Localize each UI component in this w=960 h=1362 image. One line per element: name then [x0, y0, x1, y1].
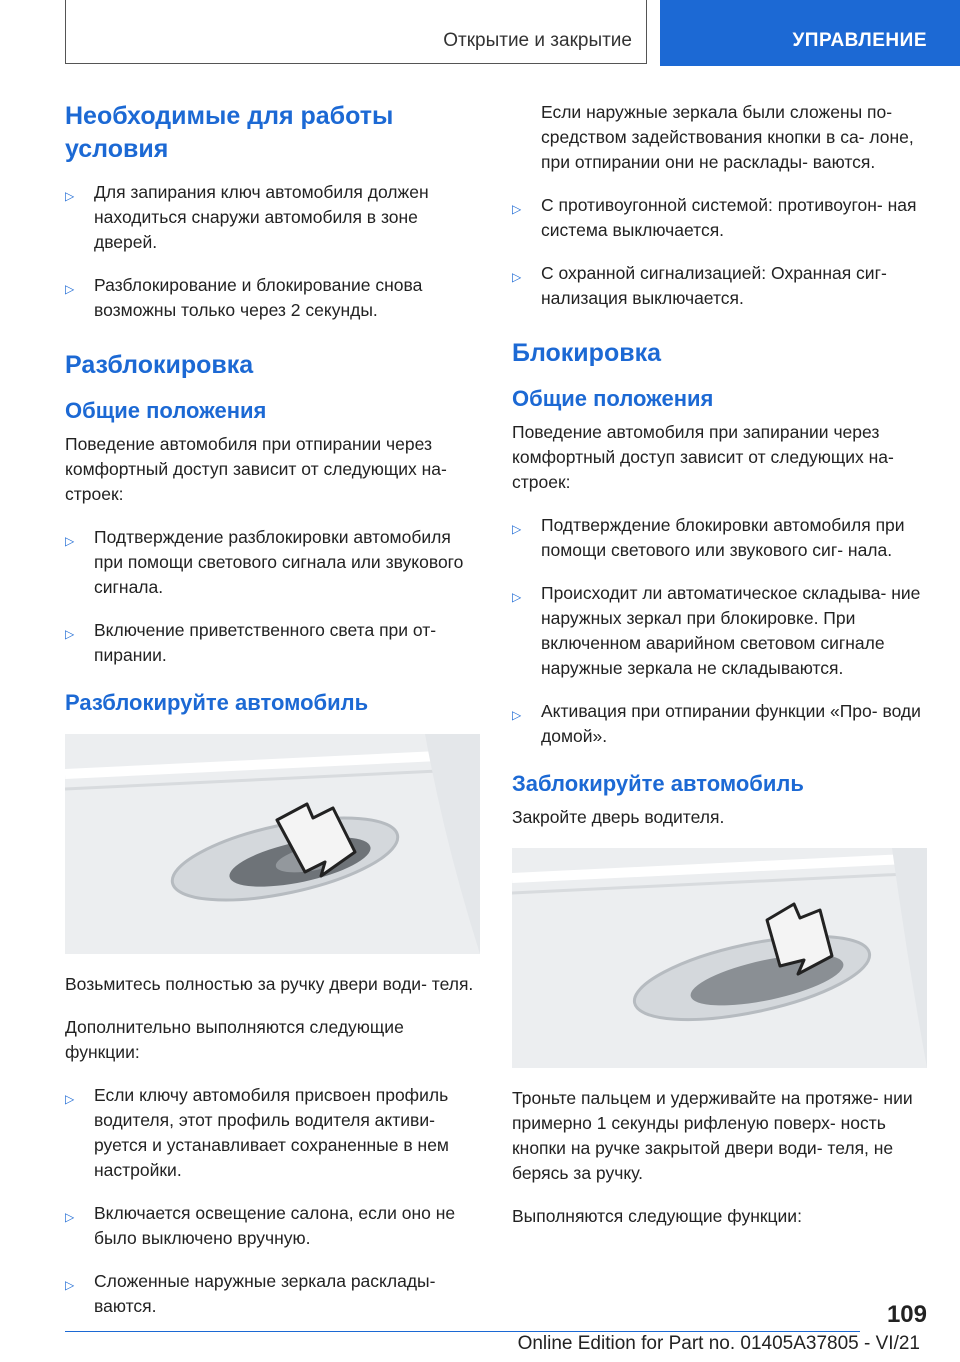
list-item: ▷ Если ключу автомобиля присвоен профиль водителя, этот профиль водителя активи- руется и устанавливает сохраненные в нем настройки.: [65, 1085, 449, 1180]
bullet-triangle-icon: ▷: [65, 282, 75, 296]
edition-footer: Online Edition for Part no. 01405A37805 - VI/21: [517, 1333, 920, 1354]
bullet-triangle-icon: ▷: [512, 522, 522, 536]
header-section-box: [65, 0, 647, 64]
general-lock-text: Поведение автомобиля при запирании через комфортный доступ зависит от следующих на- строек:: [512, 422, 894, 492]
list-item: ▷ Активация при отпирании функции «Про- води домой».: [512, 701, 921, 746]
bullet-triangle-icon: ▷: [65, 627, 75, 641]
bullet-triangle-icon: ▷: [512, 270, 522, 284]
list-item: ▷ Сложенные наружные зеркала расклады- ваются.: [65, 1271, 436, 1316]
conditions-list: [65, 180, 480, 323]
bullet-triangle-icon: ▷: [512, 202, 522, 216]
list-item: ▷ Подтверждение разблокировки автомобиля при помощи светового сигнала или звукового сигнала.: [65, 527, 464, 597]
continued-list: [512, 193, 927, 311]
list-item: ▷ Происходит ли автоматическое складыва- ние наружных зеркал при блокировке. При включенном аварийном световом сигнале наружные зеркала не складываются.: [512, 583, 921, 678]
chapter-tab[interactable]: [660, 0, 960, 66]
general-text: Поведение автомобиля при отпирании через комфортный доступ зависит от следующих на- строек:: [65, 434, 447, 504]
door-handle-lock-image: [512, 848, 927, 1068]
bullet-triangle-icon: ▷: [65, 534, 75, 548]
touch-text: Троньте пальцем и удерживайте на протяже- нии примерно 1 секунды рифленую поверх- ность кнопки на ручке закрытой двери води- теля, не берясь за ручку.: [512, 1088, 913, 1183]
heading-lock: Блокировка: [512, 339, 661, 367]
list-item: ▷ С противоугонной системой: противоугон- ная система выключается.: [512, 195, 917, 240]
door-handle-unlock-image: [65, 734, 480, 954]
list-item: ▷ Включается освещение салона, если оно не было выключено вручную.: [65, 1203, 456, 1248]
bullet-triangle-icon: ▷: [65, 1210, 75, 1224]
right-column: [512, 100, 927, 1247]
close-door-text: Закройте дверь водителя.: [512, 807, 725, 827]
general-lock-list: [512, 513, 927, 749]
heading-lock-car: Заблокируйте автомобиль: [512, 771, 804, 796]
continued-text: Если наружные зеркала были сложены по- средством задействования кнопки в са- лоне, при отпирании они не расклады- ваются.: [541, 102, 914, 172]
heading-conditions: Необходимые для работы условия: [65, 102, 394, 163]
section-title: Открытие и закрытие: [443, 30, 632, 51]
bullet-triangle-icon: ▷: [65, 1092, 75, 1106]
heading-general-lock: Общие положения: [512, 386, 714, 411]
functions-text: Выполняются следующие функции:: [512, 1206, 802, 1226]
bullet-triangle-icon: ▷: [512, 708, 522, 722]
heading-unlock: Разблокировка: [65, 351, 254, 379]
left-column: [65, 100, 480, 1337]
page-number: 109: [886, 1301, 927, 1328]
heading-unlock-car: Разблокируйте автомобиль: [65, 690, 369, 715]
footer-divider: [65, 1331, 860, 1332]
general-list: [65, 525, 480, 668]
list-item: ▷ Для запирания ключ автомобиля должен находиться снаружи автомобиля в зоне дверей.: [65, 182, 429, 252]
list-item: ▷ Подтверждение блокировки автомобиля при помощи светового или звукового сиг- нала.: [512, 515, 905, 560]
extra-list: [65, 1083, 480, 1319]
extra-text: Дополнительно выполняются следующие функции:: [65, 1017, 404, 1062]
chapter-tab-label: УПРАВЛЕНИЕ: [792, 30, 927, 51]
bullet-triangle-icon: ▷: [512, 590, 522, 604]
heading-general: Общие положения: [65, 398, 267, 423]
list-item: ▷ С охранной сигнализацией: Охранная сиг- нализация выключается.: [512, 263, 887, 308]
list-item: ▷ Включение приветственного света при от- пирании.: [65, 620, 437, 665]
list-item: ▷ Разблокирование и блокирование снова возможны только через 2 секунды.: [65, 275, 423, 320]
bullet-triangle-icon: ▷: [65, 189, 75, 203]
grab-text: Возьмитесь полностью за ручку двери води- теля.: [65, 974, 474, 994]
bullet-triangle-icon: ▷: [65, 1278, 75, 1292]
